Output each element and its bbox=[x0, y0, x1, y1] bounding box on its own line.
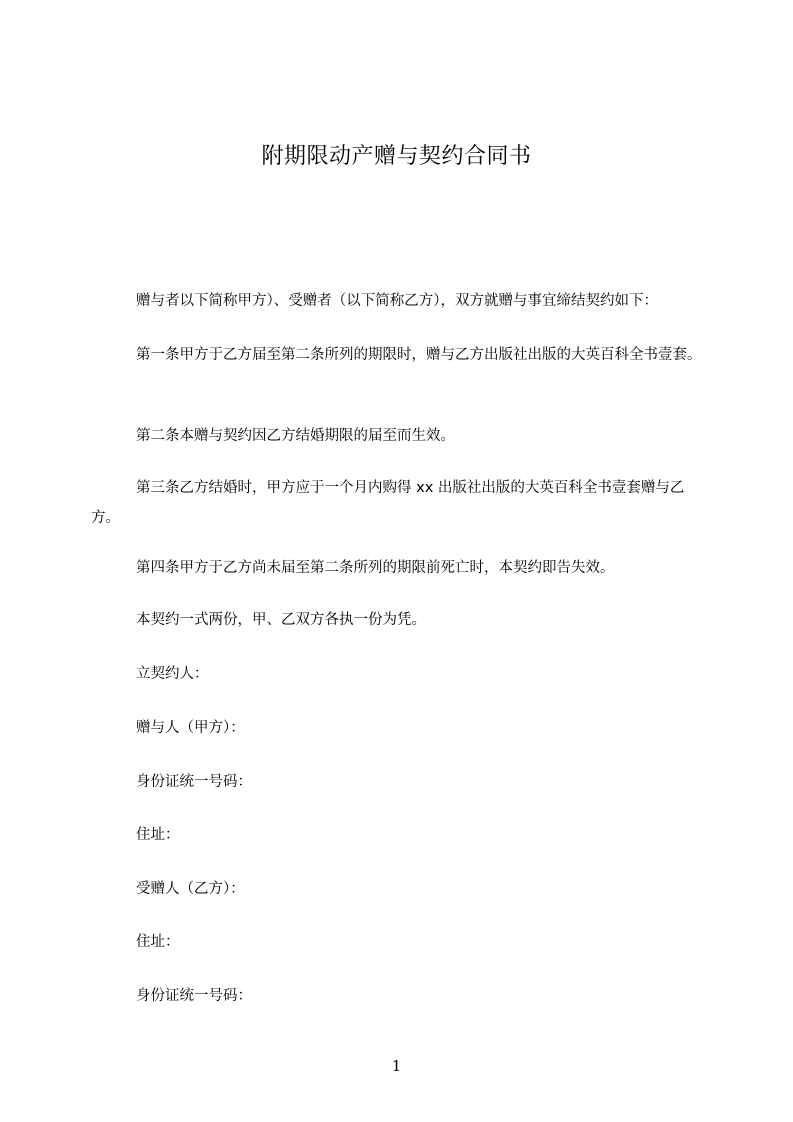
page-number: 1 bbox=[391, 1057, 402, 1075]
donor-address-label: 住址： bbox=[136, 827, 180, 843]
donee-id-number-label: 身份证统一号码： bbox=[136, 988, 252, 1004]
document-title: 附期限动产赠与契约合同书 bbox=[261, 144, 532, 169]
preamble-paragraph: 赠与者以下简称甲方）、受赠者（以下简称乙方），双方就赠与事宜缔结契约如下： bbox=[136, 293, 658, 309]
donee-address-label: 住址： bbox=[136, 934, 180, 950]
donor-id-number-label: 身份证统一号码： bbox=[136, 774, 252, 790]
article-4-paragraph: 第四条甲方于乙方尚未届至第二条所列的期限前死亡时，本契约即告失效。 bbox=[136, 560, 615, 576]
article-2-paragraph: 第二条本赠与契约因乙方结婚期限的届至而生效。 bbox=[136, 428, 455, 444]
signatories-label: 立契约人： bbox=[136, 666, 209, 682]
article-3-paragraph: 第三条乙方结婚时，甲方应于一个月内购得 xx 出版社出版的大英百科全书壹套赠与乙方。 bbox=[91, 480, 685, 526]
donor-label: 赠与人（甲方）： bbox=[136, 720, 245, 736]
copies-clause: 本契约一式两份，甲、乙双方各执一份为凭。 bbox=[136, 612, 426, 628]
donee-label: 受赠人（乙方）： bbox=[136, 881, 245, 897]
article-1-paragraph: 第一条甲方于乙方届至第二条所列的期限时，赠与乙方出版社出版的大英百科全书壹套。 bbox=[136, 347, 702, 363]
